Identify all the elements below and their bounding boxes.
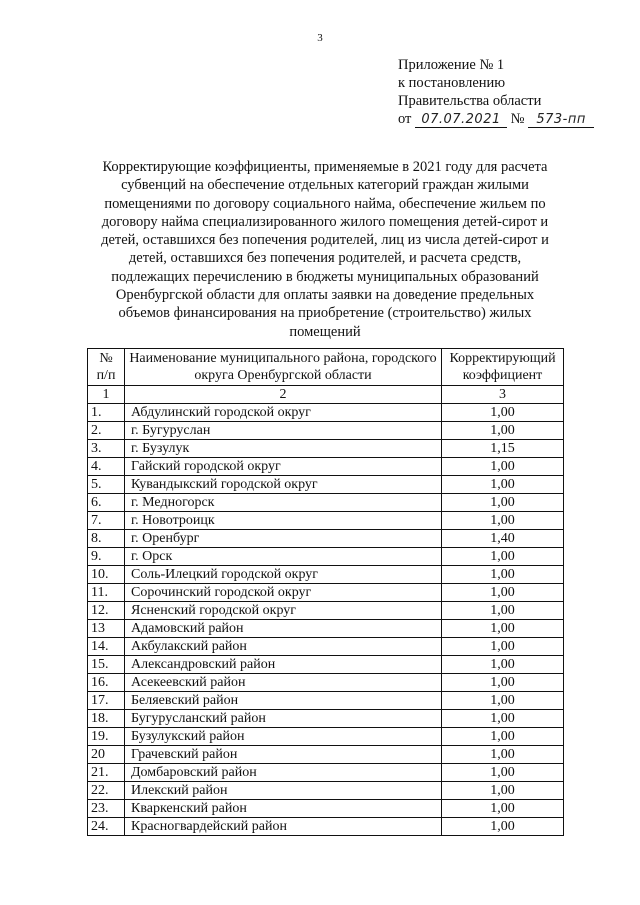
handwritten-number: 573-пп — [528, 113, 594, 128]
table-row — [88, 692, 564, 710]
row-number: 6. — [88, 494, 125, 512]
row-coefficient: 1,00 — [442, 710, 564, 728]
row-number: 12. — [88, 602, 125, 620]
row-coefficient: 1,00 — [442, 764, 564, 782]
row-number: 4. — [88, 458, 125, 476]
page-number: 3 — [317, 32, 323, 44]
row-number: 23. — [88, 800, 125, 818]
coefficients-table-wrapper — [87, 348, 564, 836]
row-coefficient: 1,00 — [442, 692, 564, 710]
table-row — [88, 818, 564, 836]
row-number: 24. — [88, 818, 125, 836]
table-row — [88, 620, 564, 638]
row-coefficient: 1,00 — [442, 728, 564, 746]
row-name: Ясненский городской округ — [125, 602, 442, 620]
table-row — [88, 656, 564, 674]
row-name: Кваркенский район — [125, 800, 442, 818]
table-row — [88, 782, 564, 800]
row-coefficient: 1,00 — [442, 818, 564, 836]
row-number: 11. — [88, 584, 125, 602]
row-coefficient: 1,00 — [442, 476, 564, 494]
table-row — [88, 638, 564, 656]
row-coefficient: 1,00 — [442, 566, 564, 584]
table-row — [88, 602, 564, 620]
row-number: 14. — [88, 638, 125, 656]
row-number: 2. — [88, 422, 125, 440]
from-label: от — [398, 111, 412, 127]
row-number: 20 — [88, 746, 125, 764]
coefficients-table — [87, 348, 564, 836]
row-coefficient: 1,40 — [442, 530, 564, 548]
index-cell: 3 — [442, 386, 564, 404]
row-name: г. Орск — [125, 548, 442, 566]
table-row — [88, 710, 564, 728]
row-name: Кувандыкский городской округ — [125, 476, 442, 494]
row-name: Акбулакский район — [125, 638, 442, 656]
number-label: № — [510, 111, 525, 127]
row-name: Соль-Илецкий городской округ — [125, 566, 442, 584]
row-coefficient: 1,00 — [442, 746, 564, 764]
row-number: 9. — [88, 548, 125, 566]
row-number: 19. — [88, 728, 125, 746]
index-cell: 2 — [125, 386, 442, 404]
row-coefficient: 1,00 — [442, 800, 564, 818]
row-name: Красногвардейский район — [125, 818, 442, 836]
row-name: Гайский городской округ — [125, 458, 442, 476]
table-row — [88, 494, 564, 512]
row-number: 7. — [88, 512, 125, 530]
table-row — [88, 674, 564, 692]
row-number: 22. — [88, 782, 125, 800]
row-name: г. Медногорск — [125, 494, 442, 512]
document-title: Корректирующие коэффициенты, применяемые в 2021 году для расчета субвенций на обеспечение отдельных категорий граждан жилыми помещениями по договору социального найма, обеспечение жильем по договору найма специализированного жилого помещения детей-сирот и детей, оставшихся без попечения родителей, лиц из числа детей-сирот и детей, оставшихся без попечения родителей, и расчета средств, подлежащих перечислению в бюджеты муниципальных образований Оренбургской области для оплаты заявки на доведение предельных объемов финансирования на приобретение (строительство) жилых помещений — [101, 159, 549, 340]
row-number: 17. — [88, 692, 125, 710]
row-coefficient: 1,00 — [442, 602, 564, 620]
row-coefficient: 1,00 — [442, 584, 564, 602]
row-name: Абдулинский городской округ — [125, 404, 442, 422]
row-coefficient: 1,00 — [442, 458, 564, 476]
row-coefficient: 1,00 — [442, 494, 564, 512]
index-cell: 1 — [88, 386, 125, 404]
appendix-authority: Правительства области — [398, 93, 542, 109]
row-coefficient: 1,00 — [442, 656, 564, 674]
table-body — [88, 404, 564, 836]
row-name: Александровский район — [125, 656, 442, 674]
row-name: Бузулукский район — [125, 728, 442, 746]
row-name: Бугурусланский район — [125, 710, 442, 728]
table-row — [88, 728, 564, 746]
row-coefficient: 1,00 — [442, 638, 564, 656]
row-name: г. Бугуруслан — [125, 422, 442, 440]
table-row — [88, 584, 564, 602]
row-number: 5. — [88, 476, 125, 494]
row-number: 16. — [88, 674, 125, 692]
handwritten-date: 07.07.2021 — [415, 113, 507, 128]
table-row — [88, 800, 564, 818]
row-name: г. Оренбург — [125, 530, 442, 548]
row-name: Асекеевский район — [125, 674, 442, 692]
table-row — [88, 566, 564, 584]
appendix-block — [398, 56, 618, 128]
row-name: г. Новотроицк — [125, 512, 442, 530]
row-number: 1. — [88, 404, 125, 422]
table-row — [88, 404, 564, 422]
row-name: Грачевский район — [125, 746, 442, 764]
row-name: Беляевский район — [125, 692, 442, 710]
table-row — [88, 440, 564, 458]
row-name: Адамовский район — [125, 620, 442, 638]
table-row — [88, 422, 564, 440]
table-row — [88, 458, 564, 476]
row-coefficient: 1,00 — [442, 422, 564, 440]
row-coefficient: 1,15 — [442, 440, 564, 458]
row-coefficient: 1,00 — [442, 674, 564, 692]
row-coefficient: 1,00 — [442, 512, 564, 530]
row-number: 21. — [88, 764, 125, 782]
header-name: Наименование муниципального района, городского округа Оренбургской области — [125, 349, 442, 386]
row-number: 18. — [88, 710, 125, 728]
table-row — [88, 764, 564, 782]
table-row — [88, 548, 564, 566]
appendix-title: Приложение № 1 — [398, 57, 505, 73]
row-coefficient: 1,00 — [442, 548, 564, 566]
table-row — [88, 476, 564, 494]
row-number: 15. — [88, 656, 125, 674]
table-row — [88, 530, 564, 548]
row-number: 3. — [88, 440, 125, 458]
row-coefficient: 1,00 — [442, 404, 564, 422]
appendix-ref: к постановлению — [398, 75, 506, 91]
row-coefficient: 1,00 — [442, 620, 564, 638]
table-index-row — [88, 386, 564, 404]
row-name: Илекский район — [125, 782, 442, 800]
row-number: 10. — [88, 566, 125, 584]
table-row — [88, 746, 564, 764]
row-name: Домбаровский район — [125, 764, 442, 782]
row-number: 8. — [88, 530, 125, 548]
appendix-date-line — [398, 110, 618, 128]
row-name: Сорочинский городской округ — [125, 584, 442, 602]
table-row — [88, 512, 564, 530]
row-number: 13 — [88, 620, 125, 638]
table-header-row — [88, 349, 564, 386]
header-num: № п/п — [88, 349, 125, 386]
header-coef: Корректирующий коэффициент — [442, 349, 564, 386]
row-coefficient: 1,00 — [442, 782, 564, 800]
row-name: г. Бузулук — [125, 440, 442, 458]
